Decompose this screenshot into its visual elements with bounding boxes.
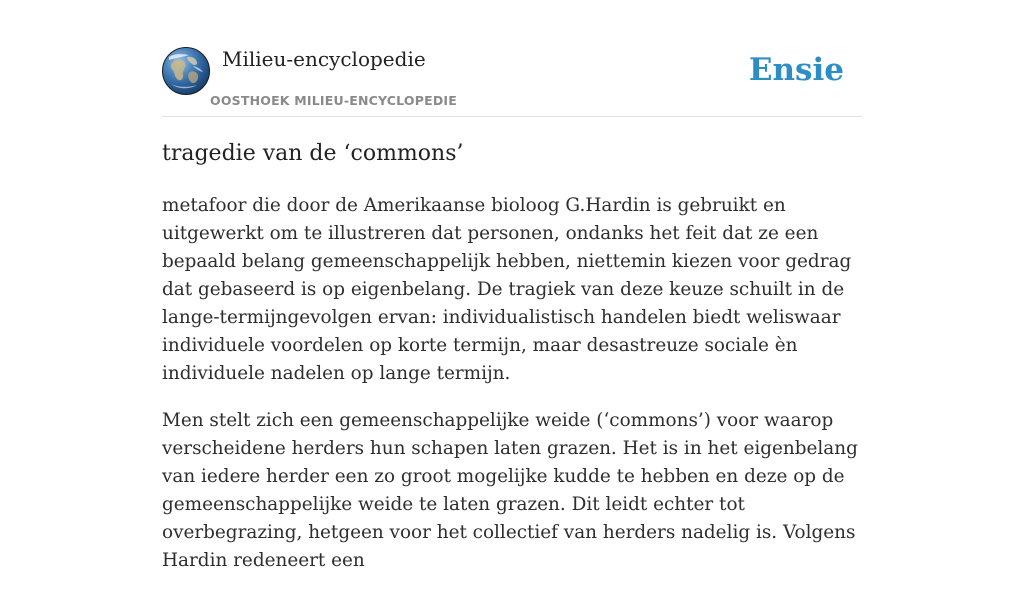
article-body — [162, 192, 870, 594]
ensie-logo[interactable]: Ensie — [748, 52, 844, 88]
site-title[interactable]: Milieu-encyclopedie — [222, 47, 426, 71]
earth-globe-icon[interactable] — [162, 47, 210, 95]
site-header — [162, 0, 862, 117]
page-title: tragedie van de ‘commons’ — [162, 141, 464, 166]
article-paragraph: Men stelt zich een gemeenschappelijke weide (‘commons’) voor waarop verscheidene herders hun schapen laten grazen. Het is in het eigenbelang van iedere herder een zo groot mogelijke kudde te hebben en deze op de gemeenschappelijke weide te laten grazen. Dit leidt echter tot overbegrazing, hetgeen voor het collectief van herders nadelig is. Volgens Hardin redeneert een — [162, 410, 858, 571]
page — [162, 0, 862, 571]
article-paragraph: metafoor die door de Amerikaanse bioloog G.Hardin is gebruikt en uitgewerkt om te illustreren dat personen, ondanks het feit dat ze een bepaald belang gemeenschappelijk hebben, niettemin kiezen voor gedrag dat gebaseerd is op eigenbelang. De tragiek van deze keuze schuilt in de lange-termijngevolgen ervan: individualistisch handelen biedt weliswaar individuele voordelen op korte termijn, maar desastreuze sociale èn individuele nadelen op lange termijn. — [162, 195, 852, 384]
site-subtitle[interactable]: OOSTHOEK MILIEU-ENCYCLOPEDIE — [210, 93, 457, 108]
